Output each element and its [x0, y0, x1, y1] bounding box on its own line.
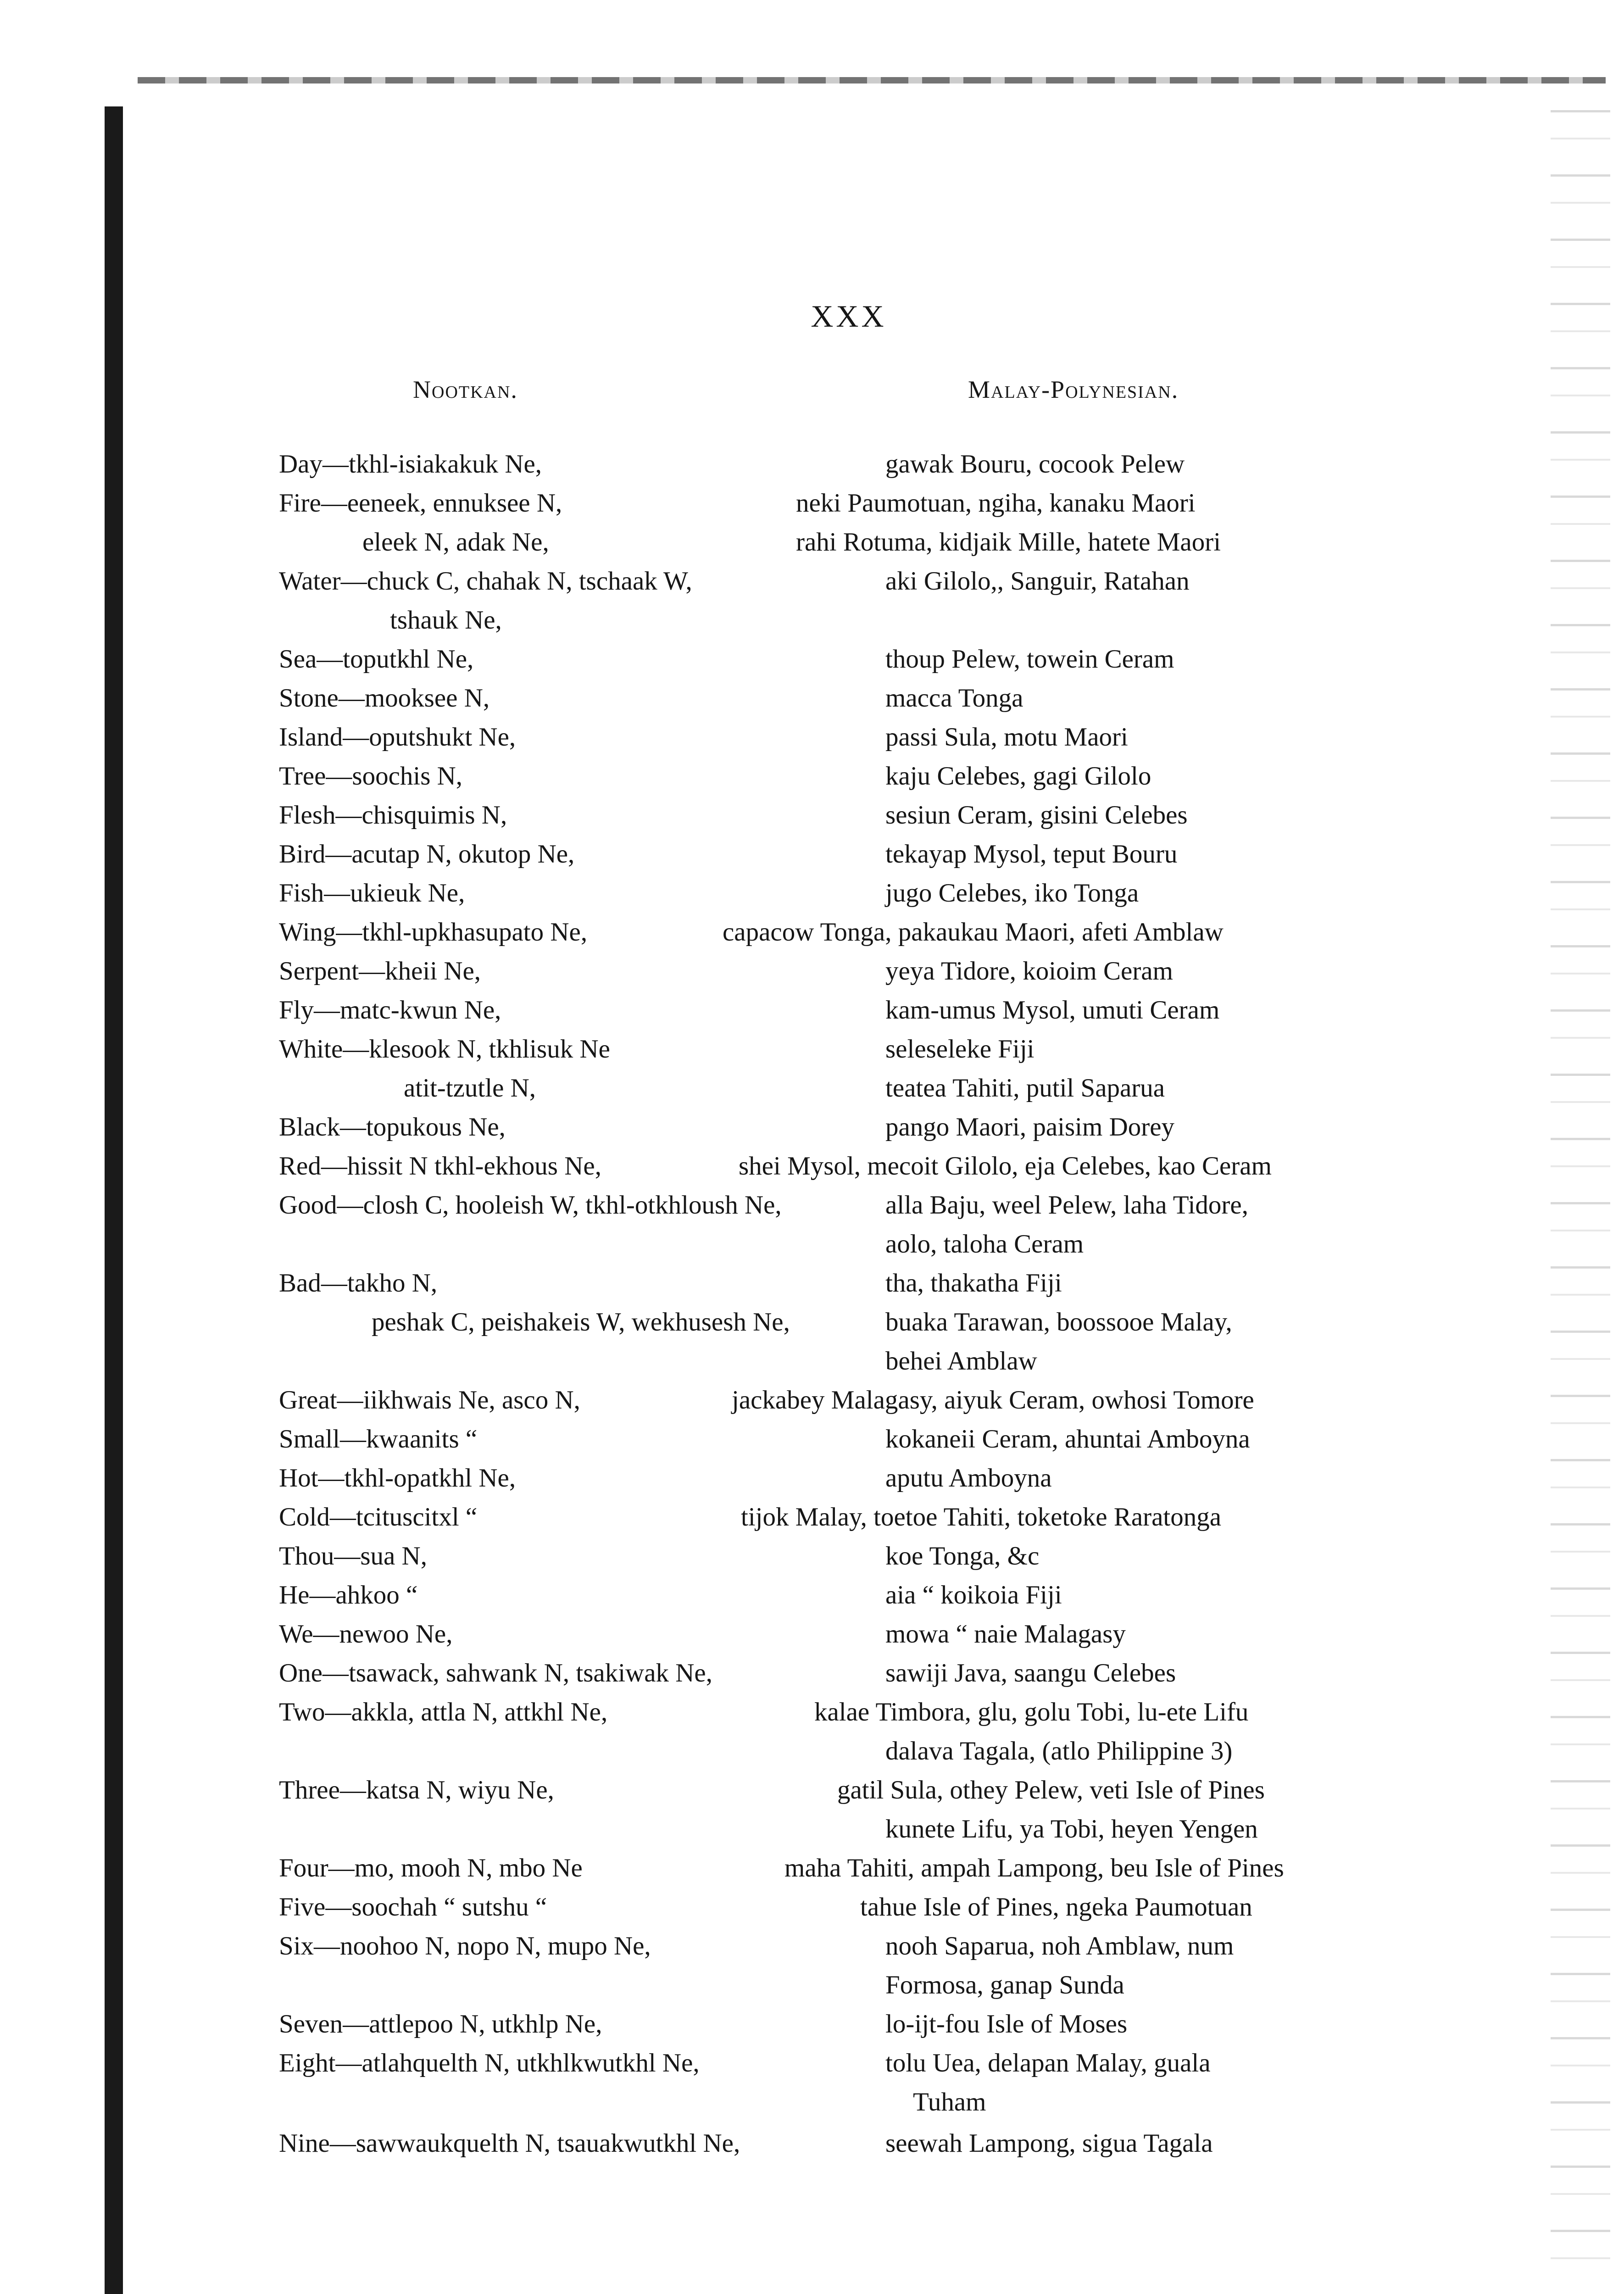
book-spine-shadow: [105, 106, 123, 2294]
malay-entry-tree: kaju Celebes, gagi Gilolo: [885, 762, 1151, 791]
malay-entry-bad-cont: buaka Tarawan, boossooe Malay,: [885, 1308, 1232, 1336]
top-edge-noise: [138, 77, 1606, 84]
malay-entry-wing: capacow Tonga, pakaukau Maori, afeti Amblaw: [723, 918, 1224, 947]
malay-entry-small: kokaneii Ceram, ahuntai Amboyna: [885, 1425, 1250, 1453]
nootkan-entry-cold: Cold—tcituscitxl “: [279, 1503, 478, 1531]
nootkan-entry-eight: Eight—atlahquelth N, utkhlkwutkhl Ne,: [279, 2049, 700, 2077]
nootkan-entry-red: Red—hissit N tkhl-ekhous Ne,: [279, 1152, 601, 1180]
nootkan-entry-seven: Seven—attlepoo N, utkhlp Ne,: [279, 2010, 602, 2038]
nootkan-entry-fire: Fire—eeneek, ennuksee N,: [279, 489, 562, 518]
nootkan-entry-nine: Nine—sawwaukquelth N, tsauakwutkhl Ne,: [279, 2129, 740, 2158]
nootkan-entry-thou: Thou—sua N,: [279, 1542, 427, 1570]
malay-entry-good-cont: aolo, taloha Ceram: [885, 1230, 1084, 1258]
malay-entry-three-cont: kunete Lifu, ya Tobi, heyen Yengen: [885, 1815, 1258, 1843]
nootkan-entry-white: White—klesook N, tkhlisuk Ne: [279, 1035, 610, 1063]
malay-entry-three: gatil Sula, othey Pelew, veti Isle of Pines: [837, 1776, 1265, 1804]
nootkan-entry-five: Five—soochah “ sutshu “: [279, 1893, 547, 1921]
malay-entry-white-cont: teatea Tahiti, putil Saparua: [885, 1074, 1165, 1102]
malay-entry-stone: macca Tonga: [885, 684, 1023, 713]
nootkan-entry-small: Small—kwaanits “: [279, 1425, 478, 1453]
nootkan-entry-fire-cont: eleek N, adak Ne,: [362, 528, 549, 557]
nootkan-entry-bad: Bad—takho N,: [279, 1269, 438, 1297]
malay-entry-bad-cont-2: behei Amblaw: [885, 1347, 1037, 1375]
nootkan-entry-water: Water—chuck C, chahak N, tschaak W,: [279, 567, 692, 596]
malay-entry-black: pango Maori, paisim Dorey: [885, 1113, 1175, 1141]
malay-entry-island: passi Sula, motu Maori: [885, 723, 1128, 752]
malay-entry-serpent: yeya Tidore, koioim Ceram: [885, 957, 1173, 986]
nootkan-entry-two: Two—akkla, attla N, attkhl Ne,: [279, 1698, 608, 1726]
malay-entry-day: gawak Bouru, cocook Pelew: [885, 450, 1185, 479]
malay-entry-thou: koe Tonga, &c: [885, 1542, 1040, 1570]
malay-entry-nine: seewah Lampong, sigua Tagala: [885, 2129, 1213, 2158]
nootkan-entry-white-cont: atit-tzutle N,: [404, 1074, 536, 1102]
nootkan-entry-sea: Sea—toputkhl Ne,: [279, 645, 474, 674]
malay-entry-great: jackabey Malagasy, aiyuk Ceram, owhosi Tomore: [732, 1386, 1254, 1414]
malay-entry-six: nooh Saparua, noh Amblaw, num: [885, 1932, 1234, 1960]
nootkan-entry-wing: Wing—tkhl-upkhasupato Ne,: [279, 918, 588, 947]
nootkan-entry-he: He—ahkoo “: [279, 1581, 418, 1609]
nootkan-entry-bad-cont: peshak C, peishakeis W, wekhusesh Ne,: [372, 1308, 790, 1336]
malay-entry-fly: kam-umus Mysol, umuti Ceram: [885, 996, 1220, 1025]
malay-entry-fish: jugo Celebes, iko Tonga: [885, 879, 1139, 908]
nootkan-entry-fish: Fish—ukieuk Ne,: [279, 879, 465, 908]
nootkan-entry-day: Day—tkhl-isiakakuk Ne,: [279, 450, 542, 479]
malay-entry-white: seleseleke Fiji: [885, 1035, 1034, 1063]
malay-entry-red: shei Mysol, mecoit Gilolo, eja Celebes, kao Ceram: [739, 1152, 1272, 1180]
malay-entry-we: mowa “ naie Malagasy: [885, 1620, 1126, 1648]
nootkan-entry-bird: Bird—acutap N, okutop Ne,: [279, 840, 575, 869]
nootkan-entry-flesh: Flesh—chisquimis N,: [279, 801, 507, 830]
nootkan-entry-one: One—tsawack, sahwank N, tsakiwak Ne,: [279, 1659, 712, 1687]
column-heading-malay-polynesian: Malay-Polynesian.: [968, 376, 1179, 403]
malay-entry-fire: neki Paumotuan, ngiha, kanaku Maori: [796, 489, 1196, 518]
malay-entry-eight: tolu Uea, delapan Malay, guala: [885, 2049, 1211, 2077]
malay-entry-seven: lo-ijt-fou Isle of Moses: [885, 2010, 1128, 2038]
malay-entry-six-cont: Formosa, ganap Sunda: [885, 1971, 1124, 1999]
nootkan-entry-good: Good—closh C, hooleish W, tkhl-otkhloush Ne,: [279, 1191, 782, 1219]
nootkan-entry-hot: Hot—tkhl-opatkhl Ne,: [279, 1464, 516, 1492]
malay-entry-he: aia “ koikoia Fiji: [885, 1581, 1062, 1609]
nootkan-entry-we: We—newoo Ne,: [279, 1620, 453, 1648]
nootkan-entry-serpent: Serpent—kheii Ne,: [279, 957, 481, 986]
malay-entry-water: aki Gilolo,, Sanguir, Ratahan: [885, 567, 1190, 596]
malay-entry-four: maha Tahiti, ampah Lampong, beu Isle of Pines: [784, 1854, 1284, 1882]
nootkan-entry-island: Island—oputshukt Ne,: [279, 723, 516, 752]
nootkan-entry-four: Four—mo, mooh N, mbo Ne: [279, 1854, 583, 1882]
nootkan-entry-stone: Stone—mooksee N,: [279, 684, 490, 713]
nootkan-entry-water-cont: tshauk Ne,: [390, 606, 502, 635]
malay-entry-bird: tekayap Mysol, teput Bouru: [885, 840, 1178, 869]
malay-entry-sea: thoup Pelew, towein Ceram: [885, 645, 1174, 674]
malay-entry-flesh: sesiun Ceram, gisini Celebes: [885, 801, 1188, 830]
malay-entry-bad: tha, thakatha Fiji: [885, 1269, 1062, 1297]
right-edge-noise: [1551, 110, 1610, 2294]
malay-entry-fire-cont: rahi Rotuma, kidjaik Mille, hatete Maori: [796, 528, 1221, 557]
nootkan-entry-fly: Fly—matc-kwun Ne,: [279, 996, 501, 1025]
malay-entry-hot: aputu Amboyna: [885, 1464, 1052, 1492]
nootkan-entry-six: Six—noohoo N, nopo N, mupo Ne,: [279, 1932, 651, 1960]
malay-entry-two: kalae Timbora, glu, golu Tobi, lu-ete Lifu: [814, 1698, 1249, 1726]
malay-entry-five: tahue Isle of Pines, ngeka Paumotuan: [860, 1893, 1252, 1921]
page-number: XXX: [811, 299, 887, 334]
nootkan-entry-black: Black—topukous Ne,: [279, 1113, 506, 1141]
malay-entry-eight-cont: Tuham: [913, 2088, 986, 2116]
column-heading-nootkan: Nootkan.: [413, 376, 518, 403]
nootkan-entry-great: Great—iikhwais Ne, asco N,: [279, 1386, 580, 1414]
malay-entry-two-cont: dalava Tagala, (atlo Philippine 3): [885, 1737, 1233, 1765]
malay-entry-good: alla Baju, weel Pelew, laha Tidore,: [885, 1191, 1248, 1219]
nootkan-entry-tree: Tree—soochis N,: [279, 762, 463, 791]
malay-entry-cold: tijok Malay, toetoe Tahiti, toketoke Raratonga: [741, 1503, 1222, 1531]
malay-entry-one: sawiji Java, saangu Celebes: [885, 1659, 1176, 1687]
nootkan-entry-three: Three—katsa N, wiyu Ne,: [279, 1776, 554, 1804]
